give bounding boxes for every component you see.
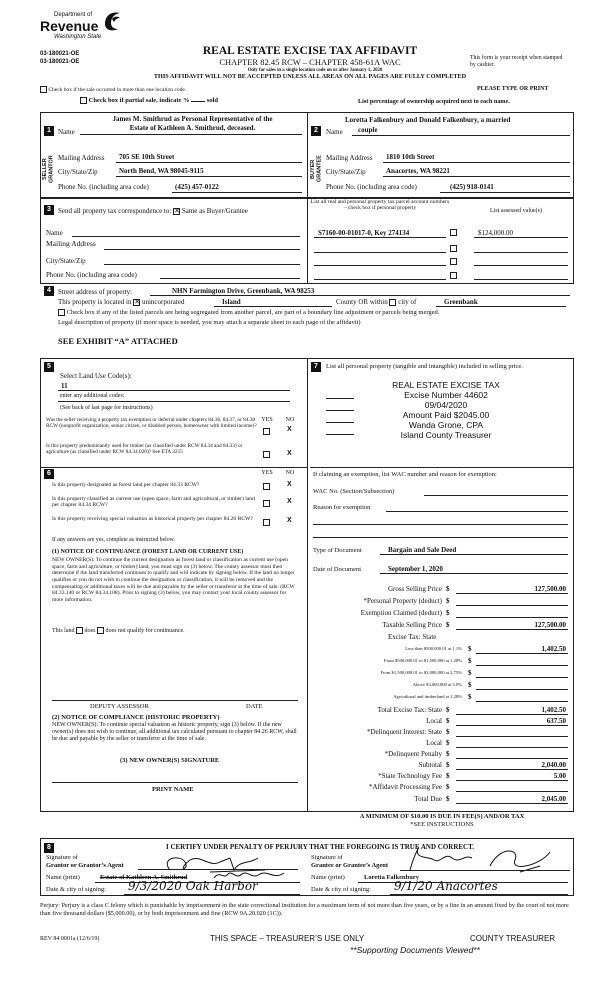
doc-date[interactable]: September 1, 2020 [388, 565, 443, 573]
street-label: Street address of property: [58, 288, 133, 296]
s5-q2-yes-checkbox[interactable] [263, 451, 270, 458]
partial-percent-field[interactable] [191, 101, 205, 102]
parcel-personal-checkbox-2[interactable] [450, 245, 457, 252]
section-6-number: 6 [44, 469, 54, 479]
form-no-2: 03-180021-OE [40, 59, 80, 65]
exhibit-a: SEE EXHIBIT “A” ATTACHED [58, 336, 178, 346]
new-owner-sig-label: (3) NEW OWNER(S) SIGNATURE [120, 757, 220, 764]
notice1-text: NEW OWNER(S): To continue the current designation as forest land or classification as current use (open space, farm and agriculture, or timber) land, you must sign on (3) below. The county assessor must then determine if the land transferred continues to qualify and will indicate by signing below. If the land no longer qualifies or you do not wish to continue the designation or classification, it will be removed and the compensating or additional taxes will be due and payable by the seller or transferor at the time of sale. (RCW 84.33.140 or RCW 84.34.108). Prior to signing (3) below, you may contact your local county assessor for more information. [52, 557, 295, 603]
total-label-delinq-state: *Delinquent Interest: State [366, 728, 442, 736]
seller-name-label: Name [58, 128, 75, 136]
grantor-date-label: Date & city of signing: [46, 886, 106, 893]
buyer-name-label: Name [326, 128, 343, 136]
buyer-name-line1: Loretta Falkenbury and Donald Falkenbury, a married [345, 116, 511, 124]
segregated-label: Check box if any of the listed parcels are being segregated from another parcel, are part of a boundary line adjustment or parcels being merged. [66, 309, 440, 316]
s6-q1-no[interactable]: X [287, 481, 292, 488]
seller-side-label: SELLER GRANTOR [42, 155, 55, 183]
send-tax-row [58, 207, 248, 215]
total-label-penalty: *Delinquent Penalty [384, 750, 442, 758]
grantor-print-name[interactable]: Estate of Kathleen A. Smithrud [100, 874, 188, 881]
total-label-state: Total Excise Tax: State [377, 706, 442, 714]
doc-type[interactable]: Bargain and Sale Deed [388, 546, 457, 554]
certify-line: I CERTIFY UNDER PENALTY OF PERJURY THAT THE FOREGOING IS TRUE AND CORRECT. [165, 843, 474, 851]
seller-name-line1: James M. Smithrud as Personal Representative of the [112, 115, 273, 123]
s6-q1-yes-checkbox[interactable] [263, 483, 270, 490]
calc-value-gross[interactable]: 127,500.00 [534, 585, 566, 593]
same-as-buyer-checkbox[interactable]: ✕ [174, 207, 180, 215]
s6-q2-no[interactable]: X [287, 498, 292, 505]
s6-q3-no[interactable]: X [287, 517, 292, 524]
dept-line1: Department of [54, 12, 93, 18]
dollar-sign: $ [446, 783, 450, 791]
street-address[interactable]: NHN Farmington Drive, Greenbank, WA 98253 [172, 287, 315, 295]
total-label-subtotal: Subtotal [418, 761, 442, 769]
dollar-sign: $ [446, 728, 450, 736]
seller-phone[interactable]: (425) 457-0122 [175, 183, 219, 191]
grantor-sig-label-1: Signature of [46, 854, 78, 861]
partial-sold-label: sold [206, 97, 219, 104]
located-label: This property is located in [58, 298, 132, 306]
s5-q2: Is this property predominantly used for timber (as classified under RCW 84.34 and 84.33) or agriculture (as classified under RCW 84.34.020)? See ETA 3215 [46, 443, 243, 456]
unincorporated-label: unincorporated [141, 298, 185, 306]
minimum-note: A MINIMUM OF $10.00 IS DUE IN FEE(S) AND/OR TAX [359, 813, 525, 820]
wa-seal-icon [102, 10, 122, 32]
please-type: PLEASE TYPE OR PRINT [477, 86, 549, 92]
seller-mailing[interactable]: 705 SE 10th Street [119, 153, 175, 161]
multi-location-row [40, 86, 186, 93]
buyer-city-label: City/State/Zip [326, 168, 366, 176]
total-value-tech-fee[interactable]: 5.00 [553, 772, 566, 780]
excise-stamp [346, 380, 546, 440]
stamp-line-3: 09/04/2020 [424, 400, 468, 410]
partial-sale-label: Check box if partial sale, indicate % [88, 97, 190, 104]
buyer-name-line2: couple [358, 126, 378, 134]
assessed-header: List assessed value(s) [490, 208, 542, 214]
segregated-row [58, 309, 439, 316]
buyer-phone-label: Phone No. (including area code) [326, 183, 417, 191]
form-title: REAL ESTATE EXCISE TAX AFFIDAVIT [202, 45, 418, 57]
notice2-text: NEW OWNER(S): To continue special valuation as historic property, sign (3) below. If the new owner(s) does not wish to continue, all additional tax calculated pursuant to chapter 84.26 RCW, shall be due and payable by the seller or transferor at the time of sale. [52, 722, 297, 743]
legal-desc-label: Legal description of property (if more space is needed, you may attach a separate sheet to each page of the affidavit) [58, 319, 361, 326]
multi-location-checkbox[interactable] [40, 86, 47, 93]
county-treasurer: COUNTY TREASURER [470, 934, 556, 943]
dollar-sign: $ [446, 609, 450, 617]
dept-line2: Revenue [40, 18, 99, 34]
stamp-line-5: Wanda Grone, CPA [408, 420, 484, 430]
section-1-number: 1 [44, 126, 54, 136]
land-does-checkbox[interactable] [76, 627, 83, 634]
print-name-label: PRINT NAME [152, 786, 194, 793]
county-value[interactable]: Island [222, 298, 241, 306]
deputy-date-label: DATE [246, 703, 263, 710]
s5-q2-no[interactable]: X [287, 450, 292, 457]
buyer-phone[interactable]: (425) 918-0141 [450, 183, 494, 191]
s6-no-header: NO [285, 470, 295, 476]
calc-label-gross: Gross Selling Price [387, 585, 442, 593]
parcel-personal-checkbox-4[interactable] [450, 272, 457, 279]
additional-codes-label: enter any additional codes: [60, 393, 125, 399]
total-value-local[interactable]: 637.50 [546, 717, 566, 725]
excise-state-label: Excise Tax: State [388, 633, 437, 641]
located-row [58, 298, 184, 306]
dollar-sign: $ [446, 706, 450, 714]
s6-q2: Is this property classified as current use (open space, farm and agricultural, or timber) land per chapter 84.34 RCW? [52, 496, 255, 509]
grantee-sig-label-1: Signature of [311, 854, 343, 861]
not-accepted-note: THIS AFFIDAVIT WILL NOT BE ACCEPTED UNLESS ALL AREAS ON ALL PAGES ARE FULLY COMPLETED [153, 73, 467, 80]
city-of-label: city of [398, 298, 417, 306]
dollar-sign: $ [446, 750, 450, 758]
total-value-state[interactable]: 1,402.50 [541, 706, 566, 714]
land-use-label: Select Land Use Code(s): [60, 372, 132, 380]
buyer-mailing[interactable]: 1810 10th Street [386, 153, 435, 161]
this-land-label: This land [52, 627, 75, 634]
form-no-1: 03-180021-OE [40, 51, 80, 57]
calc-label-exemption: Exemption Claimed (deduct) [360, 609, 442, 617]
s3-name-label: Name [46, 229, 63, 237]
section-2-number: 2 [311, 126, 321, 136]
receipt-note: This form is your receipt when stamped by cashier. [470, 55, 563, 68]
total-label-local: Local [426, 717, 442, 725]
section-7-number: 7 [311, 362, 321, 372]
perjury-note: Perjury: Perjury is a class C felony which is punishable by imprisonment in the state correctional institution for a maximum term of not more than five years, or by a fine in an amount fixed by the court of not more than five thousand dollars ($5,000.00), or by both imprisonment and fine (RCW 9A.20.020 (1C)). [40, 902, 569, 917]
deputy-assessor-label: DEPUTY ASSESSOR [90, 703, 149, 710]
bracket-label-5: Agricultural and timberland at 1.28% [393, 694, 462, 699]
dollar-sign: $ [446, 739, 450, 747]
wac-label: WAC No. (Section/Subsection) [313, 488, 395, 495]
calc-value-taxable[interactable]: 127,500.00 [534, 621, 566, 629]
seller-city[interactable]: North Bend, WA 98045-9115 [119, 167, 204, 175]
s5-q1-yes-checkbox[interactable] [263, 428, 270, 435]
notice1-title: (1) NOTICE OF CONTINUANCE (FOREST LAND OR CURRENT USE) [52, 549, 244, 555]
dollar-sign: $ [446, 795, 450, 803]
personal-property-label: List all personal property (tangible and intangible) included in selling price. [326, 363, 523, 370]
calc-label-taxable: Taxable Selling Price [382, 621, 442, 629]
s6-q2-yes-checkbox[interactable] [263, 500, 270, 507]
assessed-value[interactable]: $124,000.00 [478, 229, 513, 237]
see-back-label: (See back of last page for instructions) [60, 405, 153, 411]
within-city-checkbox[interactable] [389, 299, 396, 306]
grantor-date-city[interactable]: 9/3/2020 Oak Harbor [128, 879, 258, 893]
bracket-label-3: From $1,500,000.01 to $3,000,000 at 2.75% [380, 670, 462, 675]
s3-city-label: City/State/Zip [46, 257, 86, 265]
s6-yes-header: YES [261, 470, 273, 476]
s6-q3: Is this property receiving special valuation as historical property per chapter 84.26 RCW? [52, 516, 253, 522]
dor-logo [40, 10, 130, 46]
only-for-note: Only for sales in a single location code on or after January 1, 2020 [247, 68, 383, 73]
s6-q3-yes-checkbox[interactable] [263, 519, 270, 526]
grantor-print-label: Name (print) [46, 874, 80, 881]
stamp-line-6: Island County Treasurer [400, 430, 492, 440]
stamp-line-2: Excise Number 44602 [404, 390, 488, 400]
s6-if-yes: If any answers are yes, complete as instructed below. [52, 537, 175, 543]
treasurer-only: THIS SPACE – TREASURER’S USE ONLY [210, 934, 365, 943]
grantee-date-label: Date & city of signing: [311, 886, 371, 893]
parcel-personal-checkbox-3[interactable] [450, 258, 457, 265]
section-5-number: 5 [44, 362, 54, 372]
dollar-sign: $ [468, 657, 472, 665]
total-label-tech-fee: *State Technology Fee [378, 772, 442, 780]
buyer-side-label: BUYER GRANTEE [310, 155, 323, 183]
section-3-number: 3 [44, 205, 54, 215]
seller-phone-label: Phone No. (including area code) [58, 183, 149, 191]
grantee-print-name[interactable]: Loretta Falkenbury [364, 874, 419, 881]
total-label-due: Total Due [414, 795, 442, 803]
see-instructions: *SEE INSTRUCTIONS [410, 821, 474, 828]
s6-q1: Is this property designated as forest land per chapter 84.33 RCW? [52, 482, 200, 488]
stamp-line-1: REAL ESTATE EXCISE TAX [392, 380, 500, 390]
bracket-label-1: Less than $500,000.01 at 1.1% [405, 646, 462, 651]
buyer-mailing-label: Mailing Address [326, 154, 373, 162]
grantee-sig-label-2: Grantee or Grantee’s Agent [311, 862, 389, 869]
s5-q1-no[interactable]: X [287, 426, 292, 433]
dollar-sign: $ [468, 681, 472, 689]
county-or-row [336, 298, 416, 306]
section-4-number: 4 [44, 286, 54, 296]
does-not-label: does not qualify for continuance. [105, 627, 185, 634]
dollar-sign: $ [446, 621, 450, 629]
doc-date-label: Date of Document [313, 566, 362, 573]
unincorporated-checkbox[interactable]: ✕ [134, 298, 141, 306]
dollar-sign: $ [468, 693, 472, 701]
total-label-delinq-local: Local [426, 739, 442, 747]
dollar-sign: $ [468, 645, 472, 653]
grantee-print-label: Name (print) [311, 874, 345, 881]
partial-sale-row [80, 97, 218, 104]
total-value-due[interactable]: 2,045.00 [541, 795, 566, 803]
supporting-docs: **Supporting Documents Viewed** [350, 945, 480, 955]
dollar-sign: $ [468, 669, 472, 677]
partial-sale-checkbox[interactable] [80, 97, 87, 104]
calc-label-personal: *Personal Property (deduct) [363, 597, 442, 605]
dept-line3: Washington State [54, 34, 102, 40]
bracket-label-4: Above $3,000,000 at 3.0% [412, 682, 462, 687]
s5-q1: Was the seller receiving a property tax exemption or deferral under chapters 84.36, 84.37, or 84.38 RCW (nonprofit organization, senior citizen, or disabled person, homeowner with limited income)? [46, 417, 257, 430]
s3-mailing-label: Mailing Address [46, 239, 96, 248]
exemption-label: If claiming an exemption, list WAC number and reason for exemption: [313, 471, 497, 478]
segregated-checkbox[interactable] [58, 309, 65, 316]
parcel-personal-checkbox-1[interactable] [450, 229, 457, 236]
stamp-line-4: Amount Paid $2045.00 [402, 410, 490, 420]
this-land-row [52, 627, 185, 635]
bracket-value-1[interactable]: 1,402.50 [541, 645, 566, 653]
county-label: County OR within [336, 298, 388, 306]
seller-city-label: City/State/Zip [58, 168, 98, 176]
city-value[interactable]: Greenbank [444, 298, 478, 306]
same-as-buyer-label: Same as Buyer/Grantee [181, 207, 248, 215]
doc-type-label: Type of Document [313, 547, 362, 554]
seller-mailing-label: Mailing Address [58, 154, 105, 162]
dollar-sign: $ [446, 585, 450, 593]
s3-phone-label: Phone No. (including area code) [46, 271, 137, 279]
does-label: does [84, 627, 96, 634]
multi-location-label: Check box if the sale occurred in more than one location code. [48, 86, 187, 93]
grantee-date-city[interactable]: 9/1/20 Anacortes [394, 879, 498, 893]
form-chapter: CHAPTER 82.45 RCW – CHAPTER 458-61A WAC [219, 57, 401, 67]
dollar-sign: $ [446, 717, 450, 725]
parcel-header: List all real and personal property tax parcel account numbers – check box if personal property [310, 199, 450, 212]
parcel-number[interactable]: S7160-00-01017-0, Key 274134 [318, 229, 410, 237]
send-tax-label: Send all property tax correspondence to: [58, 207, 172, 215]
land-use-code[interactable]: 11 [61, 382, 68, 390]
notice2-title: (2) NOTICE OF COMPLIANCE (HISTORIC PROPERTY) [52, 714, 220, 721]
dollar-sign: $ [446, 597, 450, 605]
s5-no-header: NO [285, 417, 295, 423]
dollar-sign: $ [446, 761, 450, 769]
bracket-label-2: From $500,000.01 to $1,500,000 at 1.28% [383, 658, 462, 663]
land-does-not-checkbox[interactable] [97, 627, 104, 634]
seller-name-line2: Estate of Kathleen A. Smithrud, deceased. [129, 124, 256, 132]
rev-number: REV 84 0001a (12/6/19) [40, 936, 100, 942]
grantor-sig-label-2: Grantor or Grantor’s Agent [46, 862, 124, 869]
total-label-processing: *Affidavit Processing Fee [369, 783, 442, 791]
s5-yes-header: YES [261, 417, 273, 423]
reason-label: Reason for exemption [313, 504, 371, 511]
total-value-subtotal[interactable]: 2,040.00 [541, 761, 566, 769]
dollar-sign: $ [446, 772, 450, 780]
buyer-city[interactable]: Anacortes, WA 98221 [386, 167, 450, 175]
percent-list-note: List percentage of ownership acquired next to each name. [358, 98, 510, 105]
section-8-number: 8 [44, 843, 54, 853]
